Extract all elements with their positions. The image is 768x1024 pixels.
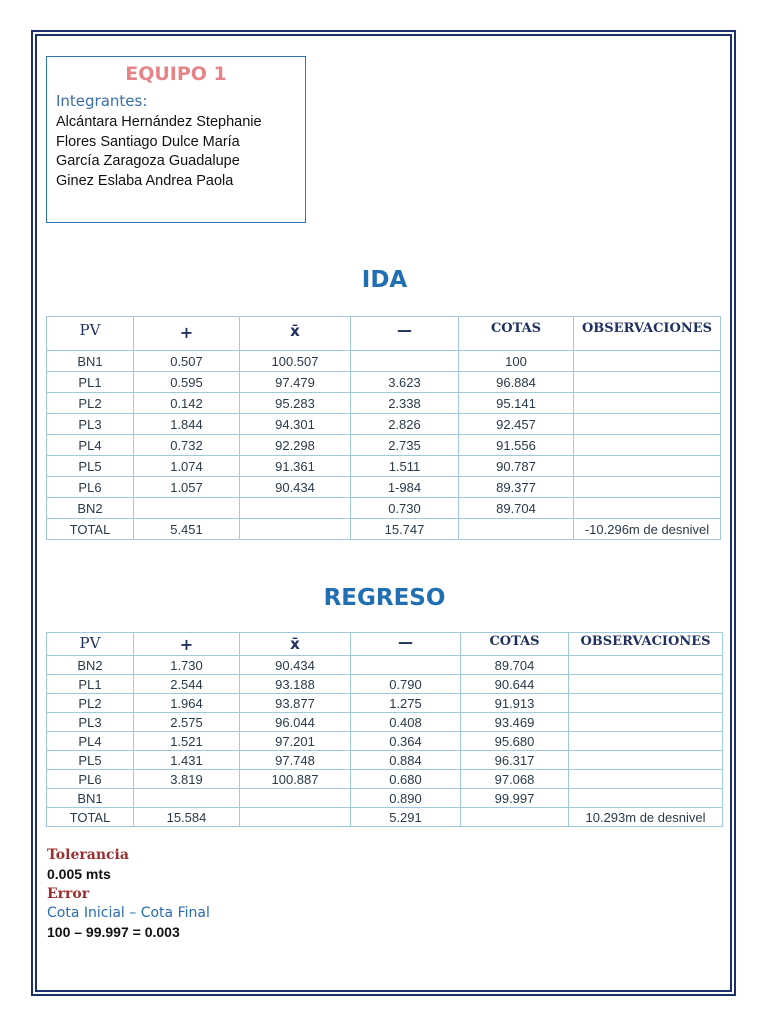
table-cell [574,477,721,498]
table-cell: 97.068 [461,770,569,789]
table-cell: 1.074 [134,456,240,477]
col-header-pv: PV [47,633,134,656]
table-cell [574,498,721,519]
table-cell: 97.748 [240,751,351,770]
table-cell: 100.887 [240,770,351,789]
ida-table [46,316,721,540]
table-row [47,789,723,808]
table-cell: 97.479 [240,372,351,393]
col-header-pv: PV [47,317,134,351]
table-cell: BN2 [47,498,134,519]
table-cell [351,656,461,675]
table-cell: 0.884 [351,751,461,770]
col-header-plus: + [134,317,240,351]
table-cell: PL3 [47,414,134,435]
table-row [47,477,721,498]
table-cell: 1.521 [134,732,240,751]
table-cell: 100 [459,351,574,372]
table-row [47,393,721,414]
table-cell: PL4 [47,732,134,751]
total-row [47,519,721,540]
table-cell: 99.997 [461,789,569,808]
table-cell [574,435,721,456]
table-row [47,414,721,435]
table-cell: 1.730 [134,656,240,675]
table-cell [240,519,351,540]
table-cell: 92.298 [240,435,351,456]
table-row [47,732,723,751]
team-title: EQUIPO 1 [125,63,227,85]
table-cell: PL5 [47,456,134,477]
table-cell [134,789,240,808]
table-cell [569,656,723,675]
table-cell: BN2 [47,656,134,675]
table-cell [569,789,723,808]
table-cell: 1.511 [351,456,459,477]
table-cell: 96.317 [461,751,569,770]
col-header-cotas: COTAS [459,317,574,351]
table-row [47,435,721,456]
table-cell [569,770,723,789]
table-cell: 2.338 [351,393,459,414]
team-member: García Zaragoza Guadalupe [56,153,240,169]
table-cell: 93.188 [240,675,351,694]
table-row [47,713,723,732]
table-cell: TOTAL [47,808,134,827]
table-cell: 91.913 [461,694,569,713]
table-cell: 1.844 [134,414,240,435]
table-cell: 94.301 [240,414,351,435]
table-cell [569,713,723,732]
table-cell: BN1 [47,789,134,808]
table-cell: 0.730 [351,498,459,519]
error-label: Error [47,885,90,902]
table-cell: 91.361 [240,456,351,477]
table-cell [569,732,723,751]
tolerancia-label: Tolerancia [47,847,129,863]
table-cell: PL4 [47,435,134,456]
table-cell: 1.964 [134,694,240,713]
table-cell: 93.877 [240,694,351,713]
table-cell: 5.451 [134,519,240,540]
table-cell [461,808,569,827]
col-header-observaciones: OBSERVACIONES [569,633,723,656]
table-cell: 1.057 [134,477,240,498]
table-row [47,351,721,372]
formula-value: 100 – 99.997 = 0.003 [47,924,180,941]
table-row [47,372,721,393]
table-cell [574,456,721,477]
team-members-list [56,113,262,191]
table-row [47,694,723,713]
table-cell: 10.293m de desnivel [569,808,723,827]
table-cell: -10.296m de desnivel [574,519,721,540]
table-cell [574,414,721,435]
table-cell [569,694,723,713]
table-cell: 97.201 [240,732,351,751]
table-row [47,770,723,789]
table-cell: 3.819 [134,770,240,789]
ida-title: IDA [361,267,408,293]
regreso-title: REGRESO [323,585,446,611]
table-cell: 95.141 [459,393,574,414]
table-cell: 90.644 [461,675,569,694]
table-cell: 1-984 [351,477,459,498]
table-cell: 95.283 [240,393,351,414]
table-cell [574,372,721,393]
table-cell: 95.680 [461,732,569,751]
table-cell [240,808,351,827]
col-header-cotas: COTAS [461,633,569,656]
table-cell: 2.544 [134,675,240,694]
formula-label: Cota Inicial – Cota Final [47,904,210,921]
team-member: Ginez Eslaba Andrea Paola [56,172,234,189]
table-cell: 89.704 [461,656,569,675]
table-cell: 93.469 [461,713,569,732]
table-cell: PL1 [47,675,134,694]
table-cell: BN1 [47,351,134,372]
table-cell: 15.584 [134,808,240,827]
table-cell: 0.790 [351,675,461,694]
table-cell [569,675,723,694]
table-cell [574,351,721,372]
table-row [47,498,721,519]
notes-section [47,846,210,942]
table-cell: 0.507 [134,351,240,372]
table-cell: 0.680 [351,770,461,789]
table-cell [569,751,723,770]
table-cell: 1.431 [134,751,240,770]
team-info-box [46,56,306,223]
col-header-minus: — [351,317,459,351]
table-cell: TOTAL [47,519,134,540]
table-cell: 90.434 [240,477,351,498]
table-cell: 2.735 [351,435,459,456]
table-cell: 96.884 [459,372,574,393]
col-header-observaciones: OBSERVACIONES [574,317,721,351]
tolerancia-value: 0.005 mts [47,866,111,883]
table-cell [134,498,240,519]
regreso-table [46,632,723,827]
table-cell: 90.434 [240,656,351,675]
table-cell: PL6 [47,477,134,498]
table-cell: 2.575 [134,713,240,732]
table-cell: 100.507 [240,351,351,372]
table-cell: PL1 [47,372,134,393]
table-cell: 0.595 [134,372,240,393]
col-header-height: x̄ [240,633,351,656]
table-cell: 5.291 [351,808,461,827]
table-cell: 2.826 [351,414,459,435]
col-header-height: x̄ [240,317,351,351]
table-row [47,675,723,694]
table-cell: 0.364 [351,732,461,751]
table-cell: 0.408 [351,713,461,732]
table-cell [240,498,351,519]
table-cell: 1.275 [351,694,461,713]
table-cell [240,789,351,808]
table-cell: 92.457 [459,414,574,435]
team-member: Flores Santiago Dulce María [56,133,240,150]
table-row [47,456,721,477]
table-cell: PL5 [47,751,134,770]
table-cell [574,393,721,414]
table-cell: 0.890 [351,789,461,808]
table-cell: 96.044 [240,713,351,732]
table-cell: PL6 [47,770,134,789]
col-header-plus: + [134,633,240,656]
table-cell: 0.732 [134,435,240,456]
table-cell: 15.747 [351,519,459,540]
col-header-minus: — [351,633,461,656]
table-cell: PL2 [47,694,134,713]
table-cell: 3.623 [351,372,459,393]
table-row [47,656,723,675]
team-member: Alcántara Hernández Stephanie [56,114,262,130]
table-cell [459,519,574,540]
table-cell [351,351,459,372]
table-cell: 90.787 [459,456,574,477]
table-cell: 89.704 [459,498,574,519]
table-cell: 0.142 [134,393,240,414]
table-cell: 91.556 [459,435,574,456]
table-cell: PL3 [47,713,134,732]
total-row [47,808,723,827]
table-cell: 89.377 [459,477,574,498]
team-subtitle: Integrantes: [56,92,148,110]
table-row [47,751,723,770]
table-cell: PL2 [47,393,134,414]
